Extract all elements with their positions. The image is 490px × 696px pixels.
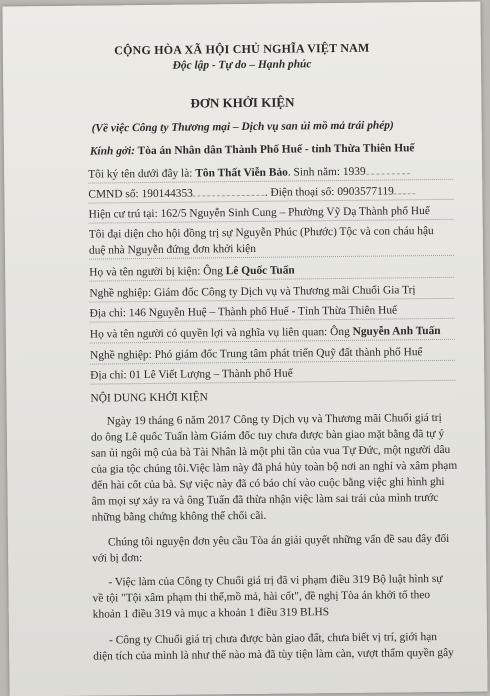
content-heading: NỘI DUNG KHỞI KIỆN (90, 391, 208, 405)
para-line: đến hài cốt của bà. Sự việc này đã có báo chí vào cuộc bằng việc ghi hình ghi (91, 475, 445, 492)
document-title: ĐƠN KHỞI KIỆN (190, 94, 295, 111)
related-address: Địa chỉ: 01 Lê Viết Lượng – Thành phố Huế (90, 367, 293, 382)
plaintiff-name: Tôn Thất Viễn Bảo (195, 166, 288, 180)
phone-label: . Điện thoại số: (264, 186, 335, 199)
represent-line-1: Tôi đại diện cho hội đồng trị sự Nguyễn Phúc (Phước) Tộc và con cháu hậu (88, 225, 434, 241)
defendant-name-label: Họ và tên người bị kiện: Ông (89, 265, 223, 279)
plaintiff-birth: . Sinh năm: 1939 (287, 165, 366, 179)
para-line: những bằng chứng không thể chối cãi. (91, 509, 267, 524)
fill-line (366, 173, 410, 174)
recipient-value: Tòa án Nhân dân Thành Phố Huế - tỉnh Thừa Thiên Huế (137, 142, 415, 158)
para-line: - Việc làm của Công ty Chuổi giá trị đã vi phạm điều 319 Bộ luật hình sự (108, 572, 443, 589)
defendant-name-line (89, 263, 295, 279)
represent-line-2: duệ nhà Nguyễn đứng đơn khởi kiện (88, 242, 256, 257)
para-line: do ông Lê quốc Tuấn làm Giám đốc tuy chưa được bàn giao mặt bằng đã tự ý (90, 427, 445, 444)
plaintiff-address: Hiện cư trú tại: 162/5 Nguyễn Sinh Cung – Phường Vỹ Dạ Thành phố Huế (88, 205, 430, 221)
defendant-job: Nghề nghiệp: Giám đốc Công ty Dịch vụ và Thương mãi Chuổi Gia Trị (89, 284, 416, 300)
related-job: Nghề nghiệp: Phó giám đốc Trung tâm phát triển Quỹ đất thành phố Huế (89, 346, 423, 362)
para-line: âm mọi sự xảy ra và ông Tuấn đã thừa nhận việc làm sai trái của mình trước (91, 491, 439, 508)
related-name-label: Họ và tên người có quyền lợi và nghĩa vụ liên quan: Ông (89, 325, 350, 341)
fill-line (394, 193, 416, 194)
para-line: Ngày 19 tháng 6 năm 2017 Công ty Dịch vụ và Thương mãi Chuổi giá trị (106, 411, 442, 428)
phone-value: 0903577119 (337, 185, 394, 199)
plaintiff-name-label: Tôi ký tên dưới đây là: (88, 167, 193, 181)
cmnd-value: 190144353 (141, 187, 193, 201)
cmnd-label: CMND số: (88, 188, 139, 201)
defendant-name: Lê Quốc Tuấn (225, 264, 295, 278)
country-header: CỘNG HÒA XÃ HỘI CHỦ NGHĨA VIỆT NAM (114, 40, 370, 58)
defendant-address: Địa chỉ: 146 Nguyễn Huệ – Thành phố Huế - Tỉnh Thừa Thiên Huế (89, 304, 398, 320)
para-line: của gia tộc chúng tôi.Việc làm này đã phá hủy toàn bộ nơi an nghỉ và xâm phạm (91, 459, 458, 476)
fill-line (193, 195, 265, 197)
complaint-document (2, 2, 487, 696)
para-line: về tội "Tội xâm phạm thi thể,mồ mả, hài cốt", đề nghị Tòa án khởi tố theo (92, 589, 431, 605)
para-line: diện tích của mình là như thế nào mà đã tùy tiện làm càn, vượt thẩm quyền gây (93, 646, 454, 663)
para-line: - Công ty Chuổi giá trị chưa được bàn giao đất, chưa biết vị trí, giới hạn (108, 631, 438, 647)
motto: Độc lập - Tự do – Hạnh phúc (172, 58, 312, 72)
related-name: Nguyễn Anh Tuấn (352, 324, 441, 338)
para-line: khoản 1 điều 319 và mục a khoản 1 điều 319 BLHS (92, 606, 330, 621)
para-line: san ủi ngôi mộ của bà Tài Nhân là một phi tần của vua Tự Đức, một người dâu (91, 443, 451, 460)
recipient-prefix: Kính gởi: (89, 145, 136, 158)
recipient-line (90, 141, 415, 158)
para-line: với bị đơn: (92, 552, 143, 565)
document-subtitle: (Về việc Công ty Thương mại – Dịch vụ san ủi mồ mả trái phép) (91, 119, 394, 135)
para-line: Chúng tôi nguyện đơn yêu cầu Tòa án giải quyết những vấn đề sau đây đối (107, 532, 450, 549)
